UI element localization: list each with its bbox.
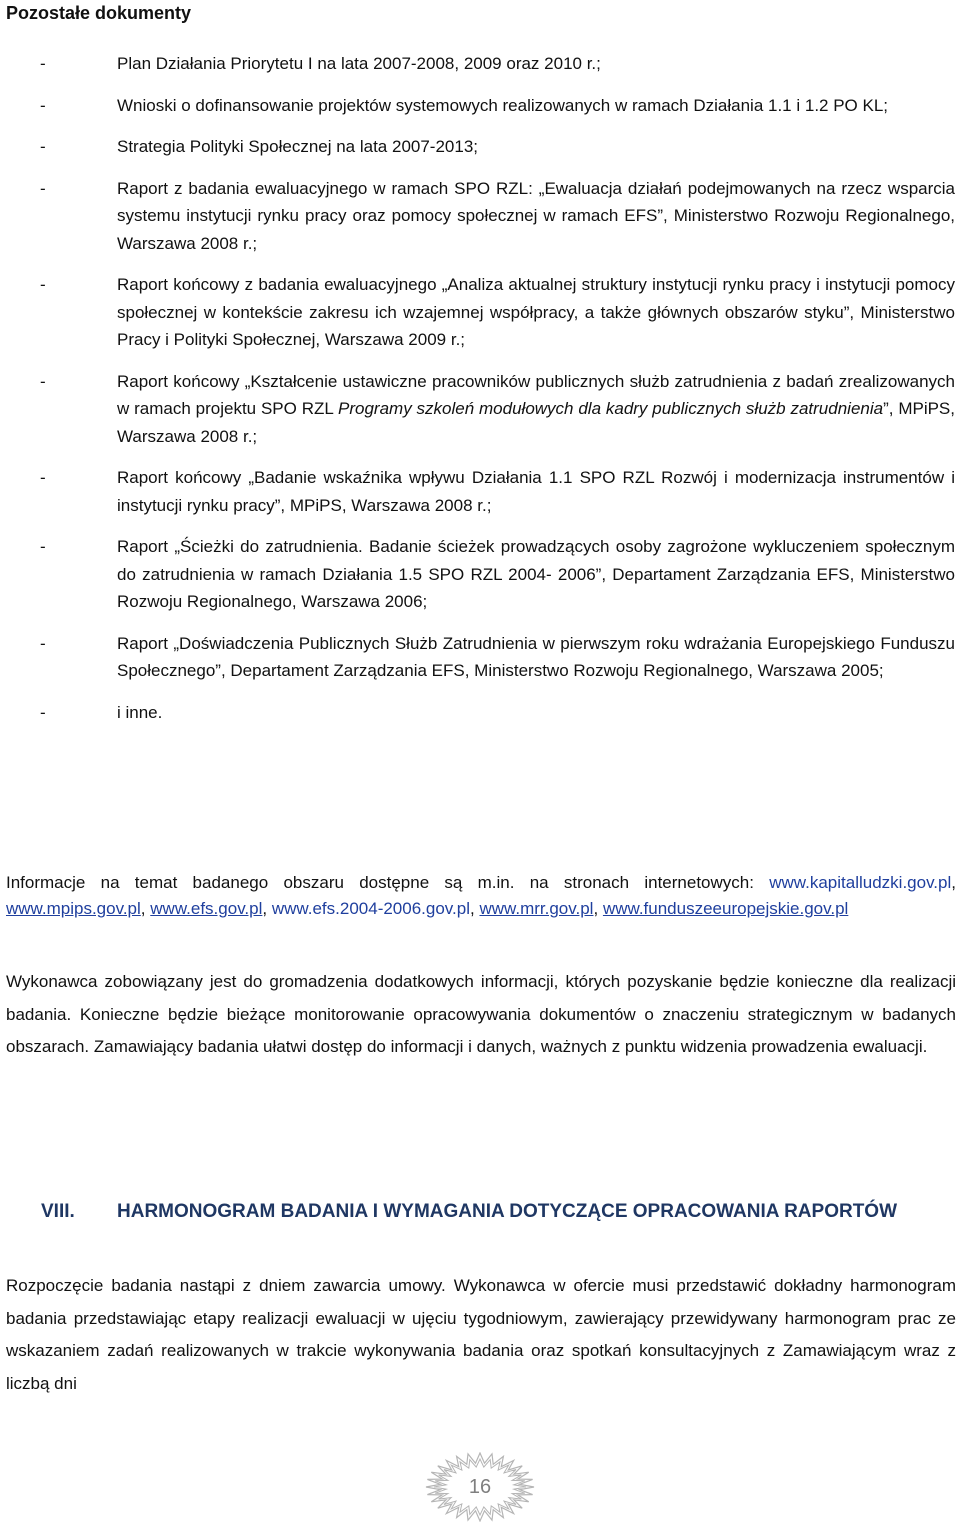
- list-item-text: [117, 699, 955, 727]
- chapter-number: VIII.: [41, 1201, 75, 1222]
- chapter-heading: [0, 1197, 960, 1227]
- bullet-dash: -: [40, 275, 46, 294]
- text-segment: Plan Działania Priorytetu I na lata 2007-2008, 2009 oraz 2010 r.;: [117, 54, 601, 73]
- link-kapitalludzki[interactable]: www.kapitalludzki.gov.pl: [769, 873, 952, 892]
- list-item-text: [117, 92, 955, 120]
- document-list: [0, 50, 960, 726]
- bullet-dash: -: [40, 371, 46, 391]
- text-segment: Raport końcowy „Badanie wskaźnika wpływu Działania 1.1 SPO RZL Rozwój i modernizacja instrumentów i instytucji rynku pracy”, MPiPS, Warszawa 2008 r.;: [117, 468, 955, 515]
- list-item-text: [117, 464, 955, 519]
- list-item-text: [117, 175, 955, 258]
- list-item: [0, 533, 960, 616]
- link-funduszeeuropejskie[interactable]: www.funduszeeuropejskie.gov.pl: [602, 899, 849, 918]
- list-item-text: [117, 630, 955, 685]
- list-item: [0, 464, 960, 519]
- text-segment: Raport końcowy „Kształcenie ustawiczne pracowników publicznych służb zatrudnienia z badań zrealizowanych w ramach projektu SPO RZL: [117, 371, 955, 418]
- text-segment: i inne.: [117, 702, 163, 722]
- text-segment: ”, MPiPS, Warszawa 2008 r.;: [117, 399, 955, 446]
- bullet-dash: -: [40, 468, 46, 487]
- list-item-text: [117, 50, 955, 78]
- text-segment: Raport „Doświadczenia Publicznych Służb Zatrudnienia w pierwszym roku wdrażania Europejskiego Funduszu Społecznego”, Departament Zarządzania EFS, Ministerstwo Rozwoju Regionalnego, Warszawa 2005;: [117, 633, 955, 680]
- bullet-dash: -: [40, 95, 46, 115]
- list-item: [0, 368, 960, 451]
- list-item: [0, 699, 960, 727]
- text-segment: Raport z badania ewaluacyjnego w ramach SPO RZL: „Ewaluacja działań podejmowanych na rzecz wsparcia systemu instytucji rynku pracy oraz pomocy społecznej w ramach EFS”, Ministerstwo Rozwoju Regionalnego, Warszawa 2008 r.;: [117, 178, 955, 253]
- list-item: [0, 50, 960, 78]
- section-heading: Pozostałe dokumenty: [6, 3, 192, 23]
- link-efs[interactable]: www.efs.gov.pl: [150, 899, 263, 918]
- bullet-dash: -: [40, 137, 46, 156]
- bullet-dash: -: [40, 178, 46, 198]
- schedule-paragraph: Rozpoczęcie badania nastąpi z dniem zawarcia umowy. Wykonawca w ofercie musi przedstawić dokładny harmonogram badania przedstawiając etapy realizacji ewaluacji w ujęciu tygodniowym, zawierający przewidywany harmonogram prac ze wskazaniem zadań realizowanych w trakcie wykonywania badania oraz spotkań konsultacyjnych z Zamawiającym wraz z liczbą dni: [6, 1276, 956, 1393]
- list-item-text: [117, 368, 955, 451]
- text-segment: Strategia Polityki Społecznej na lata 2007-2013;: [117, 137, 479, 156]
- list-item: [0, 271, 960, 354]
- text-segment: Raport końcowy z badania ewaluacyjnego „Analiza aktualnej struktury instytucji rynku pracy i instytucji pomocy społecznej w kontekście zakresu ich wzajemnej współpracy, a także głównych obszarów styku”, Ministerstwo Pracy i Polityki Społecznej, Warszawa 2009 r.;: [117, 275, 955, 349]
- bullet-dash: -: [40, 537, 46, 556]
- bullet-dash: -: [40, 633, 46, 653]
- text-segment: Raport „Ścieżki do zatrudnienia. Badanie ścieżek prowadzących osoby zagrożone wykluczeniem społecznym do zatrudnienia w ramach Działania 1.5 SPO RZL 2004- 2006”, Departament Zarządzania EFS, Ministerstwo Rozwoju Regionalnego, Warszawa 2006;: [117, 537, 955, 611]
- list-item: [0, 133, 960, 161]
- info-intro: Informacje na temat badanego obszaru dostępne są m.in. na stronach internetowych:: [6, 873, 754, 892]
- list-item-text: [117, 533, 955, 616]
- bullet-dash: -: [40, 702, 46, 722]
- chapter-title: HARMONOGRAM BADANIA I WYMAGANIA DOTYCZĄCE OPRACOWANIA RAPORTÓW: [117, 1201, 898, 1222]
- link-mpips[interactable]: www.mpips.gov.pl: [6, 899, 141, 918]
- page-number-badge: [424, 1452, 536, 1522]
- list-item-text: [117, 271, 955, 354]
- text-segment: Wnioski o dofinansowanie projektów systemowych realizowanych w ramach Działania 1.1 i 1.2 PO KL;: [117, 95, 889, 115]
- contractor-paragraph: Wykonawca zobowiązany jest do gromadzenia dodatkowych informacji, których pozyskanie będzie konieczne dla realizacji badania. Konieczne będzie bieżące monitorowanie opracowywania dokumentów o znaczeniu strategicznym w badanych obszarach. Zamawiający badania ułatwi dostęp do informacji i danych, ważnych z punktu widzenia prowadzenia ewaluacji.: [6, 972, 956, 1056]
- list-item: [0, 92, 960, 120]
- bullet-dash: -: [40, 54, 46, 73]
- page-number: 16: [468, 1476, 492, 1498]
- list-item: [0, 630, 960, 685]
- info-paragraph: Informacje na temat badanego obszaru dostępne są m.in. na stronach internetowych: www.kapitalludzki.gov.pl, www.mpips.gov.pl, www.efs.gov.pl, www.efs.2004-2006.gov.pl, www.mrr.gov.pl, www.funduszeeuropejskie.gov.pl: [6, 873, 956, 918]
- list-item-text: [117, 133, 955, 161]
- link-efs-2004-2006[interactable]: www.efs.2004-2006.gov.pl: [271, 899, 470, 918]
- italic-text: Programy szkoleń modułowych dla kadry publicznych służb zatrudnienia: [338, 399, 884, 418]
- list-item: [0, 175, 960, 258]
- link-mrr[interactable]: www.mrr.gov.pl: [479, 899, 594, 918]
